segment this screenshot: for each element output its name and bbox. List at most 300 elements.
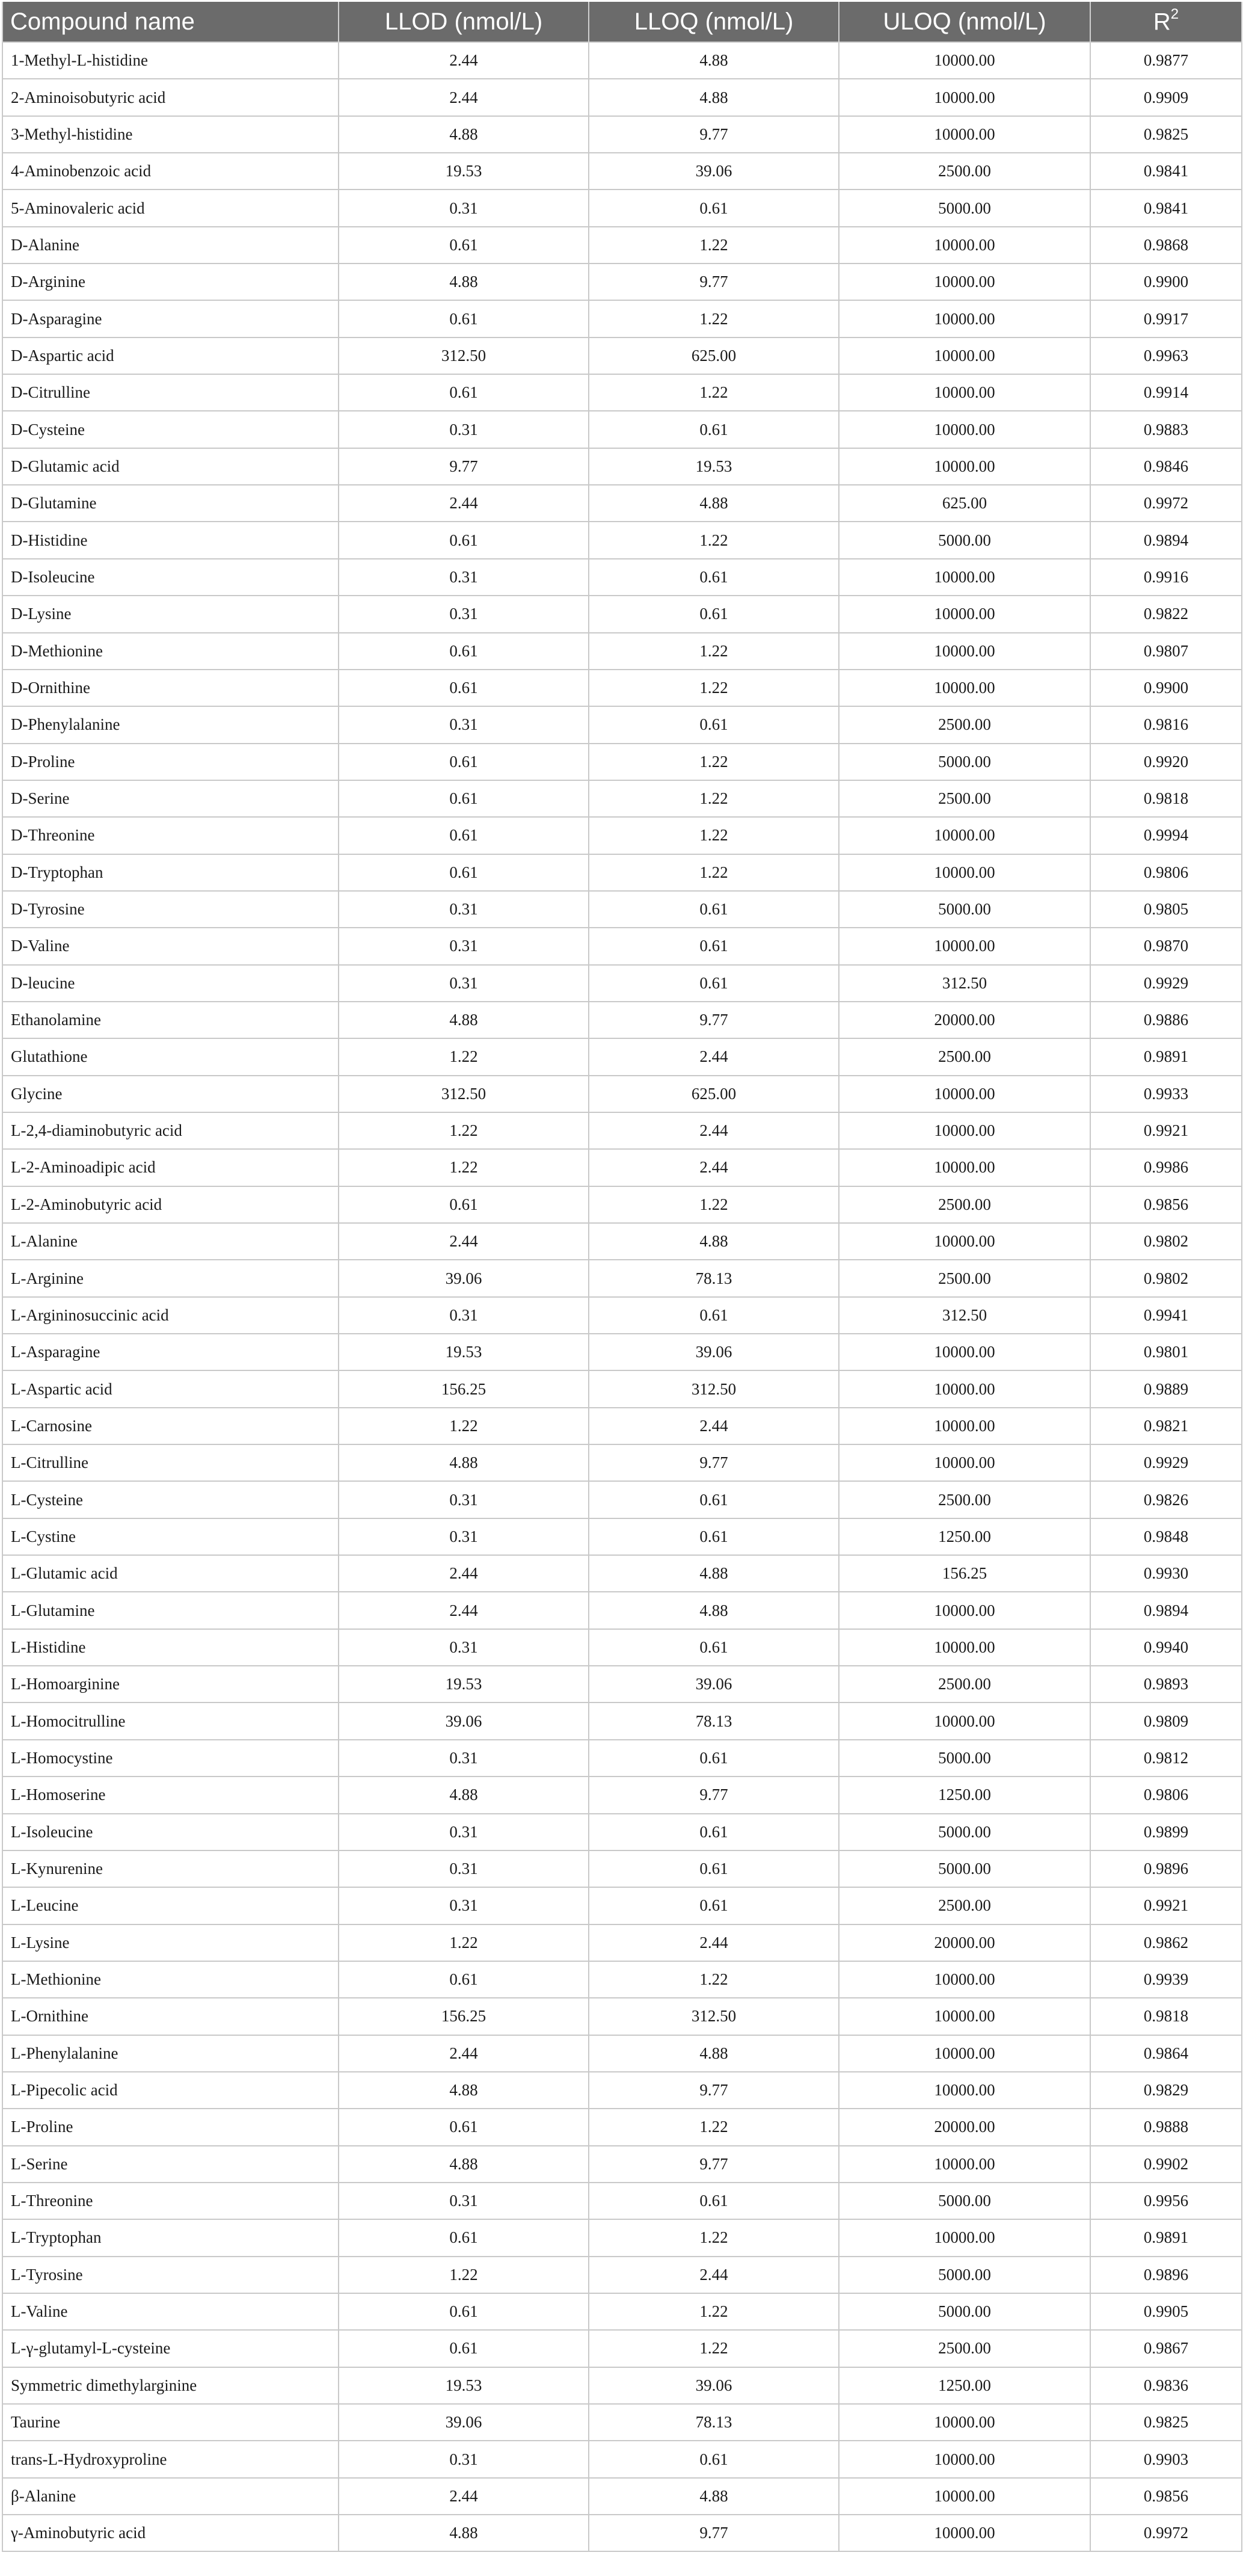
cell-r-squared: 0.9920: [1090, 744, 1242, 780]
cell-llod: 0.31: [339, 1629, 589, 1666]
cell-r-squared: 0.9933: [1090, 1076, 1242, 1112]
table-row: [2, 965, 1242, 1002]
cell-uloq: 156.25: [839, 1555, 1090, 1592]
cell-r-squared: 0.9801: [1090, 1334, 1242, 1370]
cell-llod: 1.22: [339, 1112, 589, 1149]
cell-r-squared: 0.9825: [1090, 116, 1242, 153]
cell-r-squared: 0.9825: [1090, 2404, 1242, 2441]
cell-r-squared: 0.9894: [1090, 1592, 1242, 1628]
cell-lloq: 1.22: [589, 817, 839, 854]
cell-uloq: 10000.00: [839, 2404, 1090, 2441]
cell-r-squared: 0.9921: [1090, 1112, 1242, 1149]
cell-llod: 312.50: [339, 1076, 589, 1112]
cell-llod: 0.61: [339, 2109, 589, 2145]
cell-llod: 2.44: [339, 1223, 589, 1260]
cell-uloq: 10000.00: [839, 337, 1090, 374]
cell-r-squared: 0.9841: [1090, 153, 1242, 190]
cell-compound-name: L-Lysine: [2, 1924, 339, 1961]
cell-compound-name: L-Pipecolic acid: [2, 2072, 339, 2109]
cell-compound-name: D-Arginine: [2, 263, 339, 300]
cell-lloq: 1.22: [589, 2293, 839, 2330]
table-row: [2, 2330, 1242, 2367]
cell-uloq: 5000.00: [839, 2257, 1090, 2293]
cell-compound-name: L-Kynurenine: [2, 1850, 339, 1887]
cell-uloq: 10000.00: [839, 2441, 1090, 2477]
cell-compound-name: D-Threonine: [2, 817, 339, 854]
table-row: [2, 116, 1242, 153]
cell-lloq: 39.06: [589, 153, 839, 190]
cell-uloq: 10000.00: [839, 1076, 1090, 1112]
table-row: [2, 1592, 1242, 1628]
table-row: [2, 411, 1242, 448]
cell-llod: 39.06: [339, 2404, 589, 2441]
table-row: [2, 1776, 1242, 1813]
cell-lloq: 0.61: [589, 928, 839, 964]
cell-llod: 1.22: [339, 1408, 589, 1444]
cell-uloq: 20000.00: [839, 1924, 1090, 1961]
cell-compound-name: L-Serine: [2, 2146, 339, 2183]
table-container: [0, 2, 1243, 2552]
header-row: [2, 2, 1242, 42]
cell-llod: 0.31: [339, 1297, 589, 1334]
cell-r-squared: 0.9802: [1090, 1223, 1242, 1260]
cell-lloq: 2.44: [589, 1924, 839, 1961]
table-row: [2, 817, 1242, 854]
cell-llod: 0.61: [339, 300, 589, 337]
cell-lloq: 1.22: [589, 854, 839, 891]
cell-uloq: 5000.00: [839, 1814, 1090, 1850]
cell-lloq: 4.88: [589, 1555, 839, 1592]
cell-uloq: 10000.00: [839, 1702, 1090, 1739]
cell-r-squared: 0.9941: [1090, 1297, 1242, 1334]
cell-compound-name: D-Proline: [2, 744, 339, 780]
table-row: [2, 1629, 1242, 1666]
cell-compound-name: L-2,4-diaminobutyric acid: [2, 1112, 339, 1149]
table-row: [2, 1961, 1242, 1998]
cell-r-squared: 0.9900: [1090, 263, 1242, 300]
cell-compound-name: L-Asparagine: [2, 1334, 339, 1370]
cell-compound-name: L-Glutamic acid: [2, 1555, 339, 1592]
cell-uloq: 10000.00: [839, 1223, 1090, 1260]
cell-r-squared: 0.9841: [1090, 190, 1242, 226]
cell-uloq: 20000.00: [839, 1002, 1090, 1038]
cell-r-squared: 0.9821: [1090, 1408, 1242, 1444]
cell-uloq: 2500.00: [839, 706, 1090, 743]
cell-llod: 19.53: [339, 1334, 589, 1370]
cell-r-squared: 0.9848: [1090, 1518, 1242, 1555]
cell-compound-name: D-leucine: [2, 965, 339, 1002]
cell-compound-name: D-Aspartic acid: [2, 337, 339, 374]
cell-compound-name: L-2-Aminoadipic acid: [2, 1149, 339, 1186]
table-row: [2, 522, 1242, 558]
cell-lloq: 0.61: [589, 190, 839, 226]
cell-lloq: 2.44: [589, 1038, 839, 1075]
cell-compound-name: D-Tryptophan: [2, 854, 339, 891]
cell-r-squared: 0.9896: [1090, 1850, 1242, 1887]
cell-uloq: 10000.00: [839, 42, 1090, 79]
cell-llod: 0.31: [339, 1518, 589, 1555]
table-row: [2, 2367, 1242, 2404]
cell-lloq: 9.77: [589, 2072, 839, 2109]
table-row: [2, 300, 1242, 337]
cell-lloq: 39.06: [589, 1666, 839, 1702]
cell-r-squared: 0.9902: [1090, 2146, 1242, 2183]
cell-lloq: 625.00: [589, 1076, 839, 1112]
cell-r-squared: 0.9806: [1090, 1776, 1242, 1813]
cell-compound-name: L-Methionine: [2, 1961, 339, 1998]
cell-uloq: 20000.00: [839, 2109, 1090, 2145]
cell-r-squared: 0.9822: [1090, 596, 1242, 632]
cell-uloq: 10000.00: [839, 79, 1090, 116]
cell-compound-name: L-Homoarginine: [2, 1666, 339, 1702]
cell-r-squared: 0.9930: [1090, 1555, 1242, 1592]
cell-compound-name: D-Lysine: [2, 596, 339, 632]
cell-r-squared: 0.9940: [1090, 1629, 1242, 1666]
cell-r-squared: 0.9917: [1090, 300, 1242, 337]
cell-compound-name: L-Tyrosine: [2, 2257, 339, 2293]
table-row: [2, 1555, 1242, 1592]
cell-r-squared: 0.9826: [1090, 1481, 1242, 1518]
cell-r-squared: 0.9862: [1090, 1924, 1242, 1961]
cell-lloq: 2.44: [589, 1408, 839, 1444]
cell-r-squared: 0.9846: [1090, 448, 1242, 485]
cell-compound-name: L-Ornithine: [2, 1998, 339, 2035]
table-row: [2, 706, 1242, 743]
cell-uloq: 10000.00: [839, 1629, 1090, 1666]
table-row: [2, 1702, 1242, 1739]
cell-uloq: 10000.00: [839, 1149, 1090, 1186]
cell-lloq: 2.44: [589, 1112, 839, 1149]
header-uloq: ULOQ (nmol/L): [839, 2, 1090, 42]
cell-llod: 2.44: [339, 79, 589, 116]
cell-r-squared: 0.9818: [1090, 1998, 1242, 2035]
cell-r-squared: 0.9909: [1090, 79, 1242, 116]
cell-r-squared: 0.9864: [1090, 2035, 1242, 2072]
cell-compound-name: D-Alanine: [2, 227, 339, 263]
cell-uloq: 10000.00: [839, 227, 1090, 263]
table-row: [2, 1998, 1242, 2035]
cell-lloq: 4.88: [589, 1223, 839, 1260]
table-row: [2, 596, 1242, 632]
table-row: [2, 263, 1242, 300]
cell-lloq: 4.88: [589, 42, 839, 79]
cell-llod: 1.22: [339, 2257, 589, 2293]
table-row: [2, 2219, 1242, 2256]
cell-llod: 0.31: [339, 1850, 589, 1887]
cell-lloq: 0.61: [589, 1850, 839, 1887]
table-row: [2, 559, 1242, 596]
cell-llod: 39.06: [339, 1260, 589, 1296]
cell-compound-name: L-Carnosine: [2, 1408, 339, 1444]
cell-r-squared: 0.9893: [1090, 1666, 1242, 1702]
header-r-squared: [1090, 2, 1242, 42]
cell-lloq: 0.61: [589, 1518, 839, 1555]
cell-compound-name: 5-Aminovaleric acid: [2, 190, 339, 226]
cell-r-squared: 0.9809: [1090, 1702, 1242, 1739]
cell-r-squared: 0.9986: [1090, 1149, 1242, 1186]
cell-lloq: 1.22: [589, 633, 839, 670]
cell-compound-name: Ethanolamine: [2, 1002, 339, 1038]
cell-r-squared: 0.9894: [1090, 522, 1242, 558]
cell-lloq: 1.22: [589, 780, 839, 817]
cell-uloq: 2500.00: [839, 1481, 1090, 1518]
cell-llod: 4.88: [339, 2146, 589, 2183]
table-row: [2, 1223, 1242, 1260]
cell-compound-name: L-Homocitrulline: [2, 1702, 339, 1739]
cell-llod: 0.61: [339, 227, 589, 263]
cell-llod: 0.61: [339, 1961, 589, 1998]
cell-llod: 4.88: [339, 263, 589, 300]
cell-uloq: 1250.00: [839, 1776, 1090, 1813]
cell-llod: 0.61: [339, 2330, 589, 2367]
cell-compound-name: D-Glutamine: [2, 485, 339, 522]
cell-uloq: 10000.00: [839, 633, 1090, 670]
cell-uloq: 2500.00: [839, 153, 1090, 190]
cell-r-squared: 0.9891: [1090, 1038, 1242, 1075]
cell-lloq: 9.77: [589, 1776, 839, 1813]
cell-lloq: 1.22: [589, 227, 839, 263]
cell-uloq: 2500.00: [839, 1186, 1090, 1223]
cell-uloq: 2500.00: [839, 780, 1090, 817]
cell-llod: 0.31: [339, 1481, 589, 1518]
table-row: [2, 1038, 1242, 1075]
cell-lloq: 0.61: [589, 1887, 839, 1924]
cell-compound-name: D-Asparagine: [2, 300, 339, 337]
cell-lloq: 1.22: [589, 300, 839, 337]
cell-r-squared: 0.9836: [1090, 2367, 1242, 2404]
cell-r-squared: 0.9900: [1090, 670, 1242, 706]
cell-lloq: 4.88: [589, 2035, 839, 2072]
table-row: [2, 1002, 1242, 1038]
cell-llod: 2.44: [339, 2478, 589, 2515]
cell-lloq: 78.13: [589, 1260, 839, 1296]
table-row: [2, 1666, 1242, 1702]
cell-uloq: 10000.00: [839, 854, 1090, 891]
cell-uloq: 10000.00: [839, 1444, 1090, 1481]
cell-uloq: 10000.00: [839, 2219, 1090, 2256]
cell-compound-name: trans-L-Hydroxyproline: [2, 2441, 339, 2477]
cell-lloq: 9.77: [589, 116, 839, 153]
cell-llod: 0.61: [339, 670, 589, 706]
cell-compound-name: L-Proline: [2, 2109, 339, 2145]
cell-compound-name: L-Homocystine: [2, 1740, 339, 1776]
cell-compound-name: L-Threonine: [2, 2183, 339, 2219]
cell-llod: 19.53: [339, 2367, 589, 2404]
cell-compound-name: L-γ-glutamyl-L-cysteine: [2, 2330, 339, 2367]
cell-llod: 2.44: [339, 485, 589, 522]
cell-uloq: 10000.00: [839, 116, 1090, 153]
cell-uloq: 5000.00: [839, 190, 1090, 226]
cell-compound-name: L-Valine: [2, 2293, 339, 2330]
cell-lloq: 1.22: [589, 1961, 839, 1998]
cell-lloq: 1.22: [589, 2330, 839, 2367]
cell-uloq: 5000.00: [839, 2293, 1090, 2330]
table-row: [2, 1518, 1242, 1555]
cell-lloq: 19.53: [589, 448, 839, 485]
cell-compound-name: L-Cysteine: [2, 1481, 339, 1518]
cell-uloq: 10000.00: [839, 559, 1090, 596]
cell-lloq: 0.61: [589, 2441, 839, 2477]
table-row: [2, 780, 1242, 817]
table-row: [2, 42, 1242, 79]
cell-lloq: 1.22: [589, 2219, 839, 2256]
cell-r-squared: 0.9806: [1090, 854, 1242, 891]
cell-llod: 4.88: [339, 116, 589, 153]
cell-r-squared: 0.9802: [1090, 1260, 1242, 1296]
cell-lloq: 0.61: [589, 411, 839, 448]
cell-r-squared: 0.9914: [1090, 374, 1242, 411]
cell-llod: 19.53: [339, 1666, 589, 1702]
table-row: [2, 670, 1242, 706]
header-llod: LLOD (nmol/L): [339, 2, 589, 42]
cell-lloq: 1.22: [589, 522, 839, 558]
cell-r-squared: 0.9805: [1090, 891, 1242, 928]
cell-r-squared: 0.9856: [1090, 2478, 1242, 2515]
cell-llod: 0.61: [339, 1186, 589, 1223]
cell-compound-name: L-Phenylalanine: [2, 2035, 339, 2072]
cell-llod: 156.25: [339, 1998, 589, 2035]
cell-llod: 0.31: [339, 411, 589, 448]
cell-llod: 0.61: [339, 2293, 589, 2330]
cell-uloq: 2500.00: [839, 1887, 1090, 1924]
cell-compound-name: D-Serine: [2, 780, 339, 817]
cell-r-squared: 0.9903: [1090, 2441, 1242, 2477]
cell-r-squared: 0.9921: [1090, 1887, 1242, 1924]
cell-compound-name: L-Citrulline: [2, 1444, 339, 1481]
table-row: [2, 227, 1242, 263]
cell-r-squared: 0.9916: [1090, 559, 1242, 596]
cell-lloq: 312.50: [589, 1370, 839, 1407]
cell-llod: 0.61: [339, 522, 589, 558]
table-row: [2, 1076, 1242, 1112]
cell-uloq: 10000.00: [839, 1961, 1090, 1998]
cell-uloq: 10000.00: [839, 2515, 1090, 2551]
cell-compound-name: D-Cysteine: [2, 411, 339, 448]
cell-uloq: 10000.00: [839, 2146, 1090, 2183]
table-row: [2, 2146, 1242, 2183]
cell-uloq: 10000.00: [839, 2072, 1090, 2109]
cell-lloq: 9.77: [589, 1444, 839, 1481]
cell-r-squared: 0.9972: [1090, 2515, 1242, 2551]
cell-lloq: 1.22: [589, 2109, 839, 2145]
header-compound-name: Compound name: [2, 2, 339, 42]
header-r-superscript: 2: [1170, 5, 1179, 22]
cell-compound-name: 1-Methyl-L-histidine: [2, 42, 339, 79]
table-row: [2, 2293, 1242, 2330]
cell-uloq: 10000.00: [839, 263, 1090, 300]
cell-lloq: 0.61: [589, 1481, 839, 1518]
table-row: [2, 1850, 1242, 1887]
cell-compound-name: L-2-Aminobutyric acid: [2, 1186, 339, 1223]
table-row: [2, 2109, 1242, 2145]
cell-compound-name: L-Alanine: [2, 1223, 339, 1260]
cell-uloq: 5000.00: [839, 744, 1090, 780]
table-row: [2, 2072, 1242, 2109]
cell-lloq: 0.61: [589, 2183, 839, 2219]
cell-uloq: 10000.00: [839, 670, 1090, 706]
cell-lloq: 9.77: [589, 2515, 839, 2551]
cell-lloq: 9.77: [589, 1002, 839, 1038]
table-row: [2, 2478, 1242, 2515]
cell-compound-name: L-Glutamine: [2, 1592, 339, 1628]
cell-r-squared: 0.9929: [1090, 965, 1242, 1002]
cell-compound-name: D-Tyrosine: [2, 891, 339, 928]
cell-llod: 1.22: [339, 1038, 589, 1075]
cell-llod: 1.22: [339, 1149, 589, 1186]
cell-compound-name: L-Leucine: [2, 1887, 339, 1924]
table-row: [2, 1334, 1242, 1370]
table-row: [2, 891, 1242, 928]
cell-llod: 0.61: [339, 854, 589, 891]
table-row: [2, 79, 1242, 116]
cell-llod: 4.88: [339, 1444, 589, 1481]
cell-uloq: 312.50: [839, 965, 1090, 1002]
cell-r-squared: 0.9877: [1090, 42, 1242, 79]
cell-uloq: 10000.00: [839, 2478, 1090, 2515]
cell-r-squared: 0.9812: [1090, 1740, 1242, 1776]
cell-compound-name: D-Citrulline: [2, 374, 339, 411]
table-header: [2, 2, 1242, 42]
cell-lloq: 78.13: [589, 2404, 839, 2441]
table-row: [2, 633, 1242, 670]
cell-r-squared: 0.9899: [1090, 1814, 1242, 1850]
cell-llod: 0.31: [339, 928, 589, 964]
table-row: [2, 1740, 1242, 1776]
cell-lloq: 312.50: [589, 1998, 839, 2035]
cell-lloq: 1.22: [589, 1186, 839, 1223]
table-row: [2, 1186, 1242, 1223]
cell-uloq: 10000.00: [839, 374, 1090, 411]
cell-llod: 0.31: [339, 190, 589, 226]
cell-llod: 0.61: [339, 2219, 589, 2256]
cell-lloq: 4.88: [589, 1592, 839, 1628]
cell-uloq: 5000.00: [839, 2183, 1090, 2219]
cell-llod: 2.44: [339, 42, 589, 79]
table-row: [2, 928, 1242, 964]
cell-llod: 0.61: [339, 780, 589, 817]
cell-lloq: 4.88: [589, 79, 839, 116]
cell-r-squared: 0.9939: [1090, 1961, 1242, 1998]
cell-compound-name: D-Histidine: [2, 522, 339, 558]
cell-uloq: 1250.00: [839, 2367, 1090, 2404]
table-row: [2, 1408, 1242, 1444]
cell-lloq: 1.22: [589, 670, 839, 706]
cell-llod: 0.31: [339, 2183, 589, 2219]
table-row: [2, 1814, 1242, 1850]
cell-uloq: 5000.00: [839, 1850, 1090, 1887]
cell-uloq: 10000.00: [839, 596, 1090, 632]
cell-llod: 0.31: [339, 596, 589, 632]
header-lloq: LLOQ (nmol/L): [589, 2, 839, 42]
cell-uloq: 10000.00: [839, 1408, 1090, 1444]
cell-uloq: 10000.00: [839, 2035, 1090, 2072]
cell-llod: 39.06: [339, 1702, 589, 1739]
table-row: [2, 448, 1242, 485]
cell-lloq: 4.88: [589, 2478, 839, 2515]
cell-compound-name: Symmetric dimethylarginine: [2, 2367, 339, 2404]
cell-lloq: 0.61: [589, 965, 839, 1002]
cell-uloq: 10000.00: [839, 817, 1090, 854]
cell-lloq: 4.88: [589, 485, 839, 522]
cell-uloq: 2500.00: [839, 1038, 1090, 1075]
table-row: [2, 1370, 1242, 1407]
cell-uloq: 10000.00: [839, 1370, 1090, 1407]
cell-r-squared: 0.9870: [1090, 928, 1242, 964]
cell-uloq: 5000.00: [839, 522, 1090, 558]
cell-llod: 1.22: [339, 1924, 589, 1961]
cell-llod: 4.88: [339, 1776, 589, 1813]
cell-r-squared: 0.9972: [1090, 485, 1242, 522]
